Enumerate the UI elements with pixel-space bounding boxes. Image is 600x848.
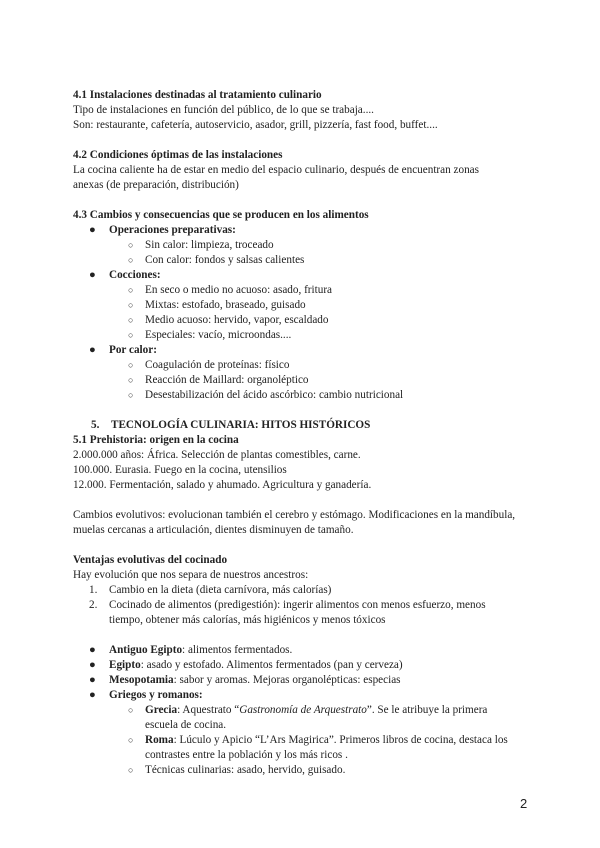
list-item: ○ Mixtas: estofado, braseado, guisado xyxy=(128,299,306,311)
section-5-1-title: 5.1 Prehistoria: origen en la cocina xyxy=(73,434,239,446)
list-item: ● Mesopotamia: sabor y aromas. Mejoras organolépticas: especias xyxy=(89,674,401,686)
list-item: ○ En seco o medio no acuoso: asado, fritura xyxy=(128,284,333,296)
list-item: ○ Desestabilización del ácido ascórbico: cambio nutricional xyxy=(128,389,404,401)
section-4-2-title: 4.2 Condiciones óptimas de las instalaciones xyxy=(73,149,283,161)
section-4-1-title: 4.1 Instalaciones destinadas al tratamiento culinario xyxy=(73,89,322,101)
section-4-1-line-2: Son: restaurante, cafetería, autoservicio, asador, grill, pizzería, fast food, buffet.... xyxy=(73,119,438,131)
list-item: 2. Cocinado de alimentos (predigestión): ingerir alimentos con menos esfuerzo, menos tiempo, obtener más calorías, más higiénicos y menos tóxicos xyxy=(89,599,486,626)
list-item: ● Antiguo Egipto: alimentos fermentados. xyxy=(89,644,293,656)
changes-list xyxy=(73,223,533,403)
list-item: ● Cocciones: xyxy=(89,269,161,281)
section-4-3-title: 4.3 Cambios y consecuencias que se producen en los alimentos xyxy=(73,209,369,221)
advantages-list xyxy=(73,583,533,628)
list-item: ○ Reacción de Maillard: organoléptico xyxy=(128,374,309,386)
page-number: 2 xyxy=(520,796,528,811)
section-4-2-line-1: La cocina caliente ha de estar en medio del espacio culinario, después de encuentran zonas xyxy=(73,164,479,176)
section-5-title: 5. TECNOLOGÍA CULINARIA: HITOS HISTÓRICOS xyxy=(91,419,371,431)
history-list xyxy=(73,643,533,778)
advantages-intro: Hay evolución que nos separa de nuestros ancestros: xyxy=(73,569,309,581)
list-item: ○ Especiales: vacío, microondas.... xyxy=(128,329,292,341)
list-item: ○ Técnicas culinarias: asado, hervido, guisado. xyxy=(128,764,346,776)
page-content xyxy=(73,88,533,778)
prehistory-line-3: 12.000. Fermentación, salado y ahumado. Agricultura y ganadería. xyxy=(73,479,372,491)
prehistory-line-2: 100.000. Eurasia. Fuego en la cocina, utensilios xyxy=(73,464,287,476)
list-item: ○ Coagulación de proteínas: físico xyxy=(128,359,290,371)
advantages-title: Ventajas evolutivas del cocinado xyxy=(73,554,228,566)
list-item: ● Griegos y romanos: xyxy=(89,689,203,701)
section-4-2-line-2: anexas (de preparación, distribución) xyxy=(73,179,239,191)
list-item: ○ Grecia: Aquestrato “Gastronomía de Arquestrato”. Se le atribuye la primera escuela de cocina. xyxy=(128,704,488,731)
list-item: ○ Medio acuoso: hervido, vapor, escaldado xyxy=(128,314,329,326)
list-item: 1. Cambio en la dieta (dieta carnívora, más calorías) xyxy=(89,584,332,596)
list-item: ○ Con calor: fondos y salsas calientes xyxy=(128,254,305,266)
list-item: ● Egipto: asado y estofado. Alimentos fermentados (pan y cerveza) xyxy=(89,659,403,671)
list-item: ● Por calor: xyxy=(89,344,157,356)
prehistory-line-1: 2.000.000 años: África. Selección de plantas comestibles, carne. xyxy=(73,449,361,461)
list-item: ○ Roma: Lúculo y Apicio “L’Ars Magirica”. Primeros libros de cocina, destaca los contrastes entre la población y los más ricos . xyxy=(128,734,508,761)
list-item: ● Operaciones preparativas: xyxy=(89,224,236,236)
evolution-line-2: muelas cercanas a articulación, dientes disminuyen de tamaño. xyxy=(73,524,354,536)
section-4-1-line-1: Tipo de instalaciones en función del público, de lo que se trabaja.... xyxy=(73,104,374,116)
evolution-line-1: Cambios evolutivos: evolucionan también el cerebro y estómago. Modificaciones en la mandíbula, xyxy=(73,509,516,521)
list-item: ○ Sin calor: limpieza, troceado xyxy=(128,239,274,251)
